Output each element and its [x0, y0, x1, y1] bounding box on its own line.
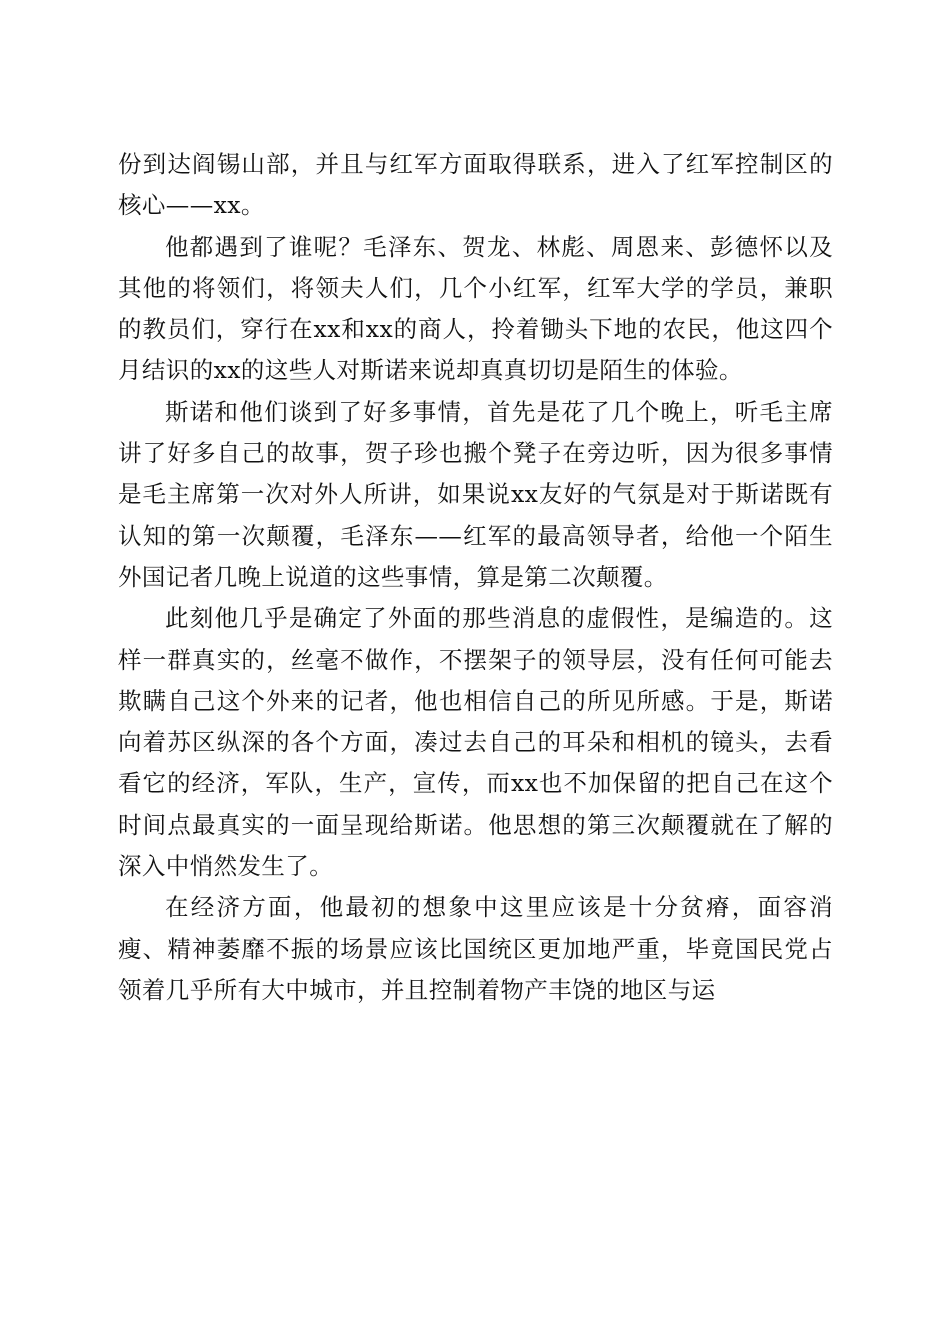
paragraph-1: 份到达阎锡山部，并且与红军方面取得联系，进入了红军控制区的核心——xx。 [118, 150, 833, 220]
paragraph-3: 斯诺和他们谈到了好多事情，首先是花了几个晚上，听毛主席讲了好多自己的故事，贺子珍也搬个凳子在旁边听，因为很多事情是毛主席第一次对外人所讲，如果说xx友好的气氛是对于斯诺既有认知的第一次颠覆，毛泽东——红军的最高领导者，给他一个陌生外国记者几晚上说道的这些事情，算是第二次颠覆。 [118, 397, 833, 591]
paragraph-5: 在经济方面，他最初的想象中这里应该是十分贫瘠，面容消瘦、精神萎靡不振的场景应该比国统区更加地严重，毕竟国民党占领着几乎所有大中城市，并且控制着物产丰饶的地区与运 [118, 893, 833, 1004]
document-body [118, 144, 833, 1011]
paragraph-2: 他都遇到了谁呢？毛泽东、贺龙、林彪、周恩来、彭德怀以及其他的将领们，将领夫人们，几个小红军，红军大学的学员，兼职的教员们，穿行在xx和xx的商人，拎着锄头下地的农民，他这四个月结识的xx的这些人对斯诺来说却真真切切是陌生的体验。 [118, 232, 833, 385]
paragraph-4: 此刻他几乎是确定了外面的那些消息的虚假性，是编造的。这样一群真实的，丝毫不做作，不摆架子的领导层，没有任何可能去欺瞒自己这个外来的记者，他也相信自己的所见所感。于是，斯诺向着苏区纵深的各个方面，凑过去自己的耳朵和相机的镜头，去看看它的经济，军队，生产，宣传，而xx也不加保留的把自己在这个时间点最真实的一面呈现给斯诺。他思想的第三次颠覆就在了解的深入中悄然发生了。 [118, 604, 833, 881]
